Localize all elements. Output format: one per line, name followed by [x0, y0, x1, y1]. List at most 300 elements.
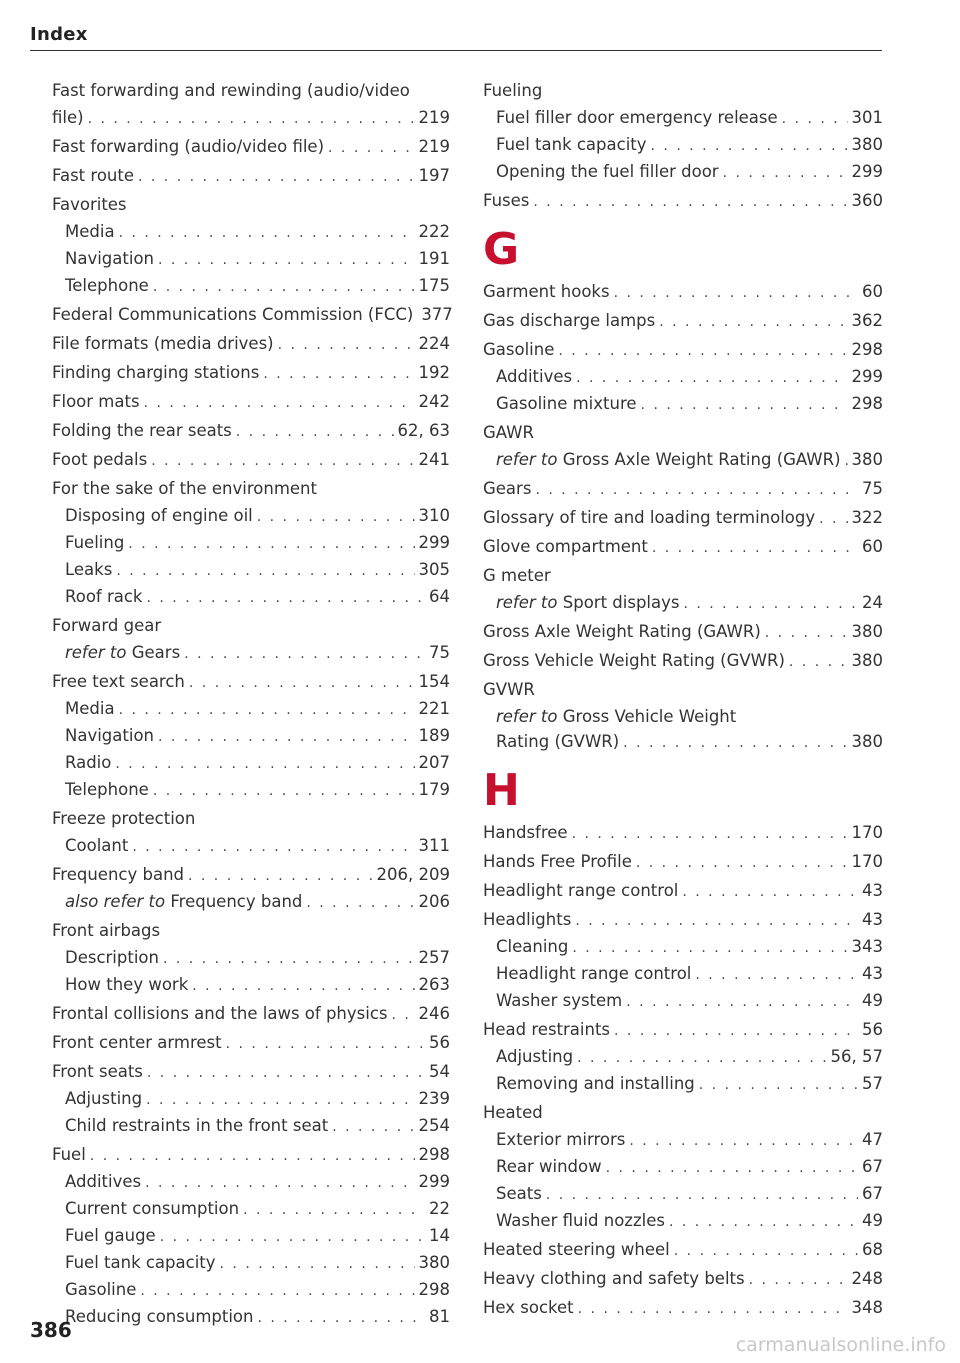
index-term: Front center armrest — [52, 1033, 222, 1052]
index-term: Roof rack — [65, 587, 143, 606]
page-reference: 254 — [418, 1116, 450, 1135]
dot-leader — [90, 1144, 415, 1169]
index-entry — [483, 391, 883, 418]
index-entry — [483, 934, 883, 961]
index-term: Gross Vehicle Weight Rating (GVWR) — [483, 651, 785, 670]
index-entry — [483, 849, 883, 876]
page-reference: 170 — [851, 852, 883, 871]
page-reference: 47 — [862, 1130, 883, 1149]
index-term: Gas discharge lamps — [483, 311, 656, 330]
index-term: Navigation — [65, 249, 154, 268]
index-term: Hands Free Profile — [483, 852, 632, 871]
index-term: Fuel gauge — [65, 1226, 156, 1245]
page-reference: 310 — [418, 506, 450, 525]
page-reference: 263 — [418, 975, 450, 994]
index-term: Sport displays — [562, 593, 680, 612]
dot-leader — [606, 1156, 858, 1181]
index-entry — [52, 476, 450, 503]
index-term: Current consumption — [65, 1199, 240, 1218]
index-entry — [52, 584, 450, 611]
page-reference: 179 — [418, 780, 450, 799]
page-reference: 67 — [862, 1157, 883, 1176]
page-reference: 298 — [851, 394, 883, 413]
page-reference: 241 — [418, 450, 450, 469]
index-entry — [52, 833, 450, 860]
index-entry — [52, 1142, 450, 1169]
index-entry — [52, 1169, 450, 1196]
dot-leader — [577, 1046, 826, 1071]
dot-leader — [158, 248, 415, 273]
dot-leader — [614, 281, 858, 306]
index-term: Adjusting — [496, 1047, 574, 1066]
index-term: Fast route — [52, 166, 134, 185]
index-entry — [483, 677, 883, 704]
page-reference: 305 — [418, 560, 450, 579]
dot-leader — [163, 947, 415, 972]
page-reference: 299 — [851, 367, 883, 386]
dot-leader — [306, 891, 414, 916]
page-reference: 154 — [418, 672, 450, 691]
index-entry — [483, 505, 883, 532]
index-column-left — [52, 76, 453, 1331]
page-reference: 380 — [851, 651, 883, 670]
index-entry — [483, 590, 883, 617]
index-term: For the sake of the environment — [52, 479, 317, 498]
index-term: Gross Axle Weight Rating (GAWR) — [562, 450, 841, 469]
index-term: G meter — [483, 566, 551, 585]
dot-leader — [723, 161, 848, 186]
index-term: Freeze protection — [52, 809, 196, 828]
page-reference: 380 — [851, 732, 883, 751]
page-reference: 348 — [851, 1298, 883, 1317]
dot-leader — [115, 752, 414, 777]
index-entry — [483, 961, 883, 988]
dot-leader — [636, 851, 848, 876]
index-entry — [483, 563, 883, 590]
dot-leader — [535, 478, 858, 503]
page-reference: 380 — [418, 1253, 450, 1272]
index-term: Fueling — [65, 533, 125, 552]
index-term: Gears — [131, 643, 181, 662]
index-entry — [52, 1223, 450, 1250]
page-reference: 75 — [429, 643, 450, 662]
index-entry — [52, 447, 450, 474]
index-entry — [52, 750, 450, 777]
index-term: Foot pedals — [52, 450, 148, 469]
index-term: Gears — [483, 479, 532, 498]
dot-leader — [546, 1183, 858, 1208]
page-reference: 219 — [418, 108, 450, 127]
page-reference: 311 — [418, 836, 450, 855]
dot-leader — [153, 275, 415, 300]
dot-leader — [138, 165, 415, 190]
dot-leader — [140, 1279, 414, 1304]
page-reference: 22 — [429, 1199, 450, 1218]
index-entry — [52, 246, 450, 273]
dot-leader — [749, 1268, 848, 1293]
index-entry — [52, 331, 450, 358]
page-reference: 206, 209 — [376, 865, 450, 884]
dot-leader — [236, 420, 394, 445]
index-entry — [52, 806, 450, 833]
index-term: Telephone — [65, 276, 149, 295]
index-term: Exterior mirrors — [496, 1130, 626, 1149]
index-entry — [52, 945, 450, 972]
index-term: Hex socket — [483, 1298, 574, 1317]
index-term: Navigation — [65, 726, 154, 745]
dot-leader — [145, 1171, 414, 1196]
dot-leader — [626, 990, 858, 1015]
index-entry — [483, 1154, 883, 1181]
index-term: Fuel filler door emergency release — [496, 108, 778, 127]
index-term: How they work — [65, 975, 189, 994]
index-entry — [483, 1044, 883, 1071]
dot-leader — [782, 107, 848, 132]
index-term: Favorites — [52, 195, 127, 214]
dot-leader — [116, 559, 414, 584]
index-term: Seats — [496, 1184, 542, 1203]
dot-leader — [845, 449, 848, 474]
index-term: Free text search — [52, 672, 185, 691]
page-reference: 43 — [862, 910, 883, 929]
dot-leader — [699, 1073, 858, 1098]
index-entry — [52, 192, 450, 219]
index-entry — [52, 613, 450, 640]
index-term: Floor mats — [52, 392, 140, 411]
dot-leader — [243, 1198, 425, 1223]
index-term: Fuel tank capacity — [496, 135, 647, 154]
index-entry — [52, 219, 450, 246]
index-term: Frontal collisions and the laws of physics — [52, 1004, 388, 1023]
page-reference: 64 — [429, 587, 450, 606]
dot-leader — [158, 725, 415, 750]
index-entry — [52, 1001, 450, 1028]
index-term: Frequency band — [52, 865, 184, 884]
index-entry — [483, 729, 883, 756]
dot-leader — [575, 909, 858, 934]
dot-leader — [184, 642, 425, 667]
index-term: Handsfree — [483, 823, 568, 842]
page-reference: 24 — [862, 593, 883, 612]
page-reference: 362 — [851, 311, 883, 330]
page-reference: 189 — [418, 726, 450, 745]
index-term: file) — [52, 108, 84, 127]
section-letter: H — [483, 765, 520, 816]
page-reference: 248 — [851, 1269, 883, 1288]
cross-reference-label: refer to — [496, 593, 558, 612]
page-reference: 298 — [418, 1145, 450, 1164]
index-entry — [52, 1250, 450, 1277]
page-reference: 298 — [418, 1280, 450, 1299]
index-term: Washer fluid nozzles — [496, 1211, 665, 1230]
index-term: Cleaning — [496, 937, 569, 956]
dot-leader — [88, 107, 415, 132]
page-reference: 43 — [862, 881, 883, 900]
index-entry — [52, 1030, 450, 1057]
index-entry — [483, 1208, 883, 1235]
index-term: Finding charging stations — [52, 363, 260, 382]
index-term: Garment hooks — [483, 282, 610, 301]
index-entry — [52, 1196, 450, 1223]
dot-leader — [576, 366, 847, 391]
dot-leader — [132, 835, 414, 860]
dot-leader — [153, 779, 415, 804]
index-entry — [483, 534, 883, 561]
dot-leader — [192, 974, 414, 999]
dot-leader — [147, 1061, 425, 1086]
index-entry — [483, 78, 883, 105]
section-letter: G — [483, 224, 520, 275]
dot-leader — [623, 731, 847, 756]
dot-leader — [558, 339, 847, 364]
index-entry — [52, 302, 453, 329]
dot-leader — [578, 1297, 848, 1322]
index-entry — [52, 418, 450, 445]
index-term: Folding the rear seats — [52, 421, 232, 440]
dot-leader — [151, 449, 414, 474]
dot-leader — [682, 880, 858, 905]
index-term: Heated steering wheel — [483, 1240, 670, 1259]
index-term: GAWR — [483, 423, 534, 442]
page-reference: 322 — [851, 508, 883, 527]
page-reference: 299 — [851, 162, 883, 181]
page-reference: 56 — [429, 1033, 450, 1052]
index-term: Fueling — [483, 81, 543, 100]
page-reference: 242 — [418, 392, 450, 411]
index-entry — [52, 389, 450, 416]
dot-leader — [572, 936, 847, 961]
index-entry — [483, 619, 883, 646]
index-entry — [483, 704, 883, 729]
index-term: Opening the fuel filler door — [496, 162, 719, 181]
page-reference: 299 — [418, 1172, 450, 1191]
index-entry — [483, 1017, 883, 1044]
cross-reference-label: also refer to — [65, 892, 166, 911]
index-term: Washer system — [496, 991, 623, 1010]
page-reference: 60 — [862, 282, 883, 301]
dot-leader — [572, 822, 848, 847]
index-term: Additives — [65, 1172, 142, 1191]
index-entry — [52, 530, 450, 557]
index-term: GVWR — [483, 680, 535, 699]
index-term: Gasoline — [483, 340, 555, 359]
index-term: Fuel tank capacity — [65, 1253, 216, 1272]
dot-leader — [278, 333, 415, 358]
index-term: Fast forwarding (audio/video file) — [52, 137, 325, 156]
page-reference: 192 — [418, 363, 450, 382]
index-term: Description — [65, 948, 159, 967]
index-term: Disposing of engine oil — [65, 506, 253, 525]
index-term: Fuel — [52, 1145, 86, 1164]
dot-leader — [119, 221, 415, 246]
page-reference: 301 — [851, 108, 883, 127]
index-entry — [52, 503, 450, 530]
index-term: Front seats — [52, 1062, 143, 1081]
page-reference: 224 — [418, 334, 450, 353]
index-term: Federal Communications Commission (FCC) — [52, 305, 414, 324]
dot-leader — [683, 592, 858, 617]
index-term: Gross Vehicle Weight — [562, 707, 737, 726]
index-entry — [52, 972, 450, 999]
page-reference: 14 — [429, 1226, 450, 1245]
index-entry — [483, 1295, 883, 1322]
index-entry — [52, 640, 450, 667]
page-reference: 81 — [429, 1307, 450, 1326]
page-reference: 221 — [418, 699, 450, 718]
page-header-title: Index — [30, 24, 88, 45]
index-term: Headlight range control — [483, 881, 679, 900]
index-term: Gasoline — [65, 1280, 137, 1299]
dot-leader — [629, 1129, 858, 1154]
index-entry — [52, 862, 450, 889]
dot-leader — [765, 621, 848, 646]
dot-leader — [614, 1019, 858, 1044]
dot-leader — [146, 1088, 414, 1113]
index-entry — [52, 696, 450, 723]
index-term: Fuses — [483, 191, 530, 210]
index-term: Rating (GVWR) — [496, 732, 620, 751]
page-reference: 298 — [851, 340, 883, 359]
index-term: Front airbags — [52, 921, 161, 940]
index-entry — [52, 163, 450, 190]
index-entry — [483, 420, 883, 447]
page-reference: 222 — [418, 222, 450, 241]
index-entry — [52, 360, 450, 387]
index-entry — [483, 648, 883, 675]
dot-leader — [220, 1252, 415, 1277]
index-term: Media — [65, 699, 115, 718]
dot-leader — [669, 1210, 858, 1235]
dot-leader — [659, 310, 847, 335]
page-reference: 170 — [851, 823, 883, 842]
page-reference: 56 — [862, 1020, 883, 1039]
index-entry — [483, 1100, 883, 1127]
index-term: Additives — [496, 367, 573, 386]
index-term: Removing and installing — [496, 1074, 695, 1093]
page-reference: 380 — [851, 135, 883, 154]
dot-leader — [819, 507, 847, 532]
index-entry — [52, 105, 450, 132]
index-entry — [52, 1086, 450, 1113]
page-reference: 360 — [851, 191, 883, 210]
index-entry — [483, 476, 883, 503]
index-term: Frequency band — [170, 892, 303, 911]
index-entry — [483, 447, 883, 474]
page-reference: 299 — [418, 533, 450, 552]
watermark: carmanualsonline.info — [735, 1334, 946, 1356]
dot-leader — [695, 963, 858, 988]
index-term: Glossary of tire and loading terminology — [483, 508, 816, 527]
index-term: Media — [65, 222, 115, 241]
dot-leader — [392, 1003, 415, 1028]
index-column-right — [483, 76, 883, 1322]
index-entry — [483, 1127, 883, 1154]
index-entry — [483, 1181, 883, 1208]
index-entry — [52, 1277, 450, 1304]
index-entry — [483, 132, 883, 159]
page-reference: 60 — [862, 537, 883, 556]
index-term: Headlights — [483, 910, 572, 929]
page-reference: 49 — [862, 991, 883, 1010]
index-entry — [483, 907, 883, 934]
index-entry — [52, 78, 450, 105]
index-entry — [483, 188, 883, 215]
dot-leader — [328, 136, 414, 161]
index-term: Gross Axle Weight Rating (GAWR) — [483, 622, 761, 641]
page-reference: 343 — [851, 937, 883, 956]
index-entry — [52, 723, 450, 750]
index-entry — [52, 1304, 450, 1331]
dot-leader — [789, 650, 848, 675]
index-entry — [483, 1266, 883, 1293]
index-entry — [483, 1237, 883, 1264]
index-term: Coolant — [65, 836, 129, 855]
page-reference: 380 — [851, 622, 883, 641]
dot-leader — [160, 1225, 425, 1250]
index-entry — [52, 889, 450, 916]
page-reference: 56, 57 — [830, 1047, 883, 1066]
dot-leader — [257, 1306, 425, 1331]
index-entry — [52, 1059, 450, 1086]
index-entry — [483, 820, 883, 847]
cross-reference-label: refer to — [65, 643, 127, 662]
index-term: Adjusting — [65, 1089, 143, 1108]
index-term: Rear window — [496, 1157, 602, 1176]
dot-leader — [226, 1032, 425, 1057]
dot-leader — [641, 393, 848, 418]
page-reference: 197 — [418, 166, 450, 185]
index-term: Telephone — [65, 780, 149, 799]
page-reference: 239 — [418, 1089, 450, 1108]
dot-leader — [189, 671, 415, 696]
index-term: Heated — [483, 1103, 543, 1122]
page-reference: 57 — [862, 1074, 883, 1093]
dot-leader — [147, 586, 426, 611]
index-entry — [52, 1113, 450, 1140]
index-term: Glove compartment — [483, 537, 648, 556]
page-reference: 62, 63 — [397, 421, 450, 440]
page-reference: 49 — [862, 1211, 883, 1230]
index-entry — [52, 918, 450, 945]
page-reference: 207 — [418, 753, 450, 772]
index-term: Heavy clothing and safety belts — [483, 1269, 745, 1288]
index-entry — [483, 159, 883, 186]
index-term: Gasoline mixture — [496, 394, 637, 413]
index-entry — [483, 279, 883, 306]
index-entry — [483, 364, 883, 391]
cross-reference-label: refer to — [496, 450, 558, 469]
page-reference: 246 — [418, 1004, 450, 1023]
index-entry — [483, 1071, 883, 1098]
dot-leader — [188, 864, 373, 889]
page-reference: 191 — [418, 249, 450, 268]
page-reference: 175 — [418, 276, 450, 295]
page-reference: 43 — [862, 964, 883, 983]
index-entry — [483, 988, 883, 1015]
index-entry — [52, 669, 450, 696]
index-term: Leaks — [65, 560, 113, 579]
dot-leader — [652, 536, 858, 561]
index-term: Fast forwarding and rewinding (audio/video — [52, 81, 410, 100]
index-entry — [52, 557, 450, 584]
index-entry — [52, 134, 450, 161]
dot-leader — [651, 134, 848, 159]
page-reference: 54 — [429, 1062, 450, 1081]
index-term: Head restraints — [483, 1020, 611, 1039]
page-reference: 380 — [851, 450, 883, 469]
dot-leader — [533, 190, 847, 215]
dot-leader — [332, 1115, 414, 1140]
